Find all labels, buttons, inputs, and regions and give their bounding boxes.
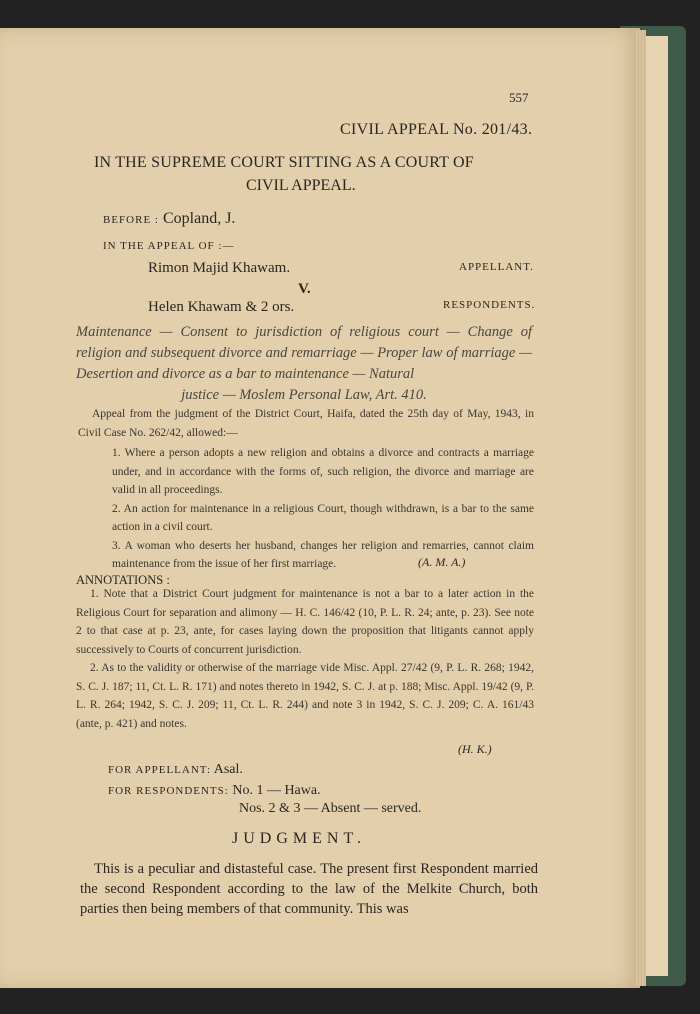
held-list bbox=[112, 444, 534, 574]
held-item: 2. An action for maintenance in a religious Court, though withdrawn, is a bar to the same action in a civil court. bbox=[112, 502, 534, 533]
respondent-name: Helen Khawam & 2 ors. bbox=[148, 299, 295, 315]
headnote-text: Maintenance — Consent to jurisdiction of religious court — Change of religion and subsequent divorce and remarriage — Proper law of marriage — Desertion and divorce as a bar to maintenance — Natural bbox=[76, 324, 532, 382]
appellant-name: Rimon Majid Khawam. bbox=[148, 260, 291, 276]
appeal-of-label: IN THE APPEAL OF :— bbox=[103, 240, 235, 252]
page-edges bbox=[636, 30, 646, 986]
headnote-last-line: justice — Moslem Personal Law, Art. 410. bbox=[181, 387, 427, 403]
for-appellant-line bbox=[108, 762, 243, 778]
before-label: BEFORE : bbox=[103, 214, 159, 226]
annotation-item: 2. As to the validity or otherwise of the marriage vide Misc. Appl. 27/42 (9, P. L. R. 268; 1942, S. C. J. 187; 11, Ct. L. R. 171) and notes thereto in 1942, S. C. J. at p. 188; Misc. Appl. 19/42 (9, P. L. R. 264; 1942, S. C. J. 209; 11, Ct. L. R. 244) and note 3 in 1942, S. C. J. 209; C. A. 161/43 (ante, p. 421) and notes. bbox=[76, 662, 534, 730]
annotation-item: 1. Note that a District Court judgment for maintenance is not a bar to a later action in the Religious Court for separation and alimony — H. C. 146/42 (10, P. L. R. 24; ante, p. 23). See note 2 to that case at p. 23, ante, for cases laying down the proposition that litigants cannot apply successively to Courts of concurrent jurisdiction. bbox=[76, 588, 534, 656]
before-judge: Copland, J. bbox=[162, 210, 236, 227]
for-respondents-line bbox=[108, 783, 321, 799]
respondent-role: RESPONDENTS. bbox=[443, 299, 536, 311]
for-respondents-counsel-2: Nos. 2 & 3 — Absent — served. bbox=[239, 801, 422, 816]
held-item: 1. Where a person adopts a new religion and obtains a divorce and contracts a marriage under, and in accordance with the forms of, such religion, the divorce and marriage are valid in all proceedings. bbox=[112, 447, 534, 496]
appeal-paragraph: Appeal from the judgment of the District Court, Haifa, dated the 25th day of May, 1943, in Civil Case No. 262/42, allowed:— bbox=[78, 408, 534, 439]
judgment-heading: JUDGMENT. bbox=[232, 830, 367, 847]
annotations-heading: ANNOTATIONS : bbox=[76, 573, 170, 587]
appellant-role: APPELLANT. bbox=[459, 261, 534, 273]
page-number: 557 bbox=[509, 90, 529, 105]
before-line bbox=[103, 210, 235, 228]
judgment-body bbox=[80, 859, 538, 919]
court-title-line-1: IN THE SUPREME COURT SITTING AS A COURT OF bbox=[94, 154, 474, 171]
for-appellant-counsel: Asal. bbox=[213, 762, 243, 777]
versus: V. bbox=[298, 281, 311, 297]
for-respondents-counsel-1: No. 1 — Hawa. bbox=[232, 783, 321, 798]
annotations-list bbox=[76, 585, 534, 733]
held-initials: (A. M. A.) bbox=[418, 555, 466, 569]
case-reference: CIVIL APPEAL No. 201/43. bbox=[340, 121, 533, 138]
headnote bbox=[76, 322, 532, 406]
for-respondents-label: FOR RESPONDENTS: bbox=[108, 785, 229, 797]
for-appellant-label: FOR APPELLANT: bbox=[108, 764, 211, 776]
court-title-line-2: CIVIL APPEAL. bbox=[246, 177, 356, 194]
held-item: 3. A woman who deserts her husband, changes her religion and remarries, cannot claim maintenance from the issue of her first marriage. bbox=[112, 539, 534, 570]
annotations-initials: (H. K.) bbox=[458, 742, 492, 756]
judgment-paragraph: This is a peculiar and distasteful case. The present first Respondent married the second Respondent according to the law of the Melkite Church, both parties then being members of that community. This was bbox=[80, 861, 538, 917]
